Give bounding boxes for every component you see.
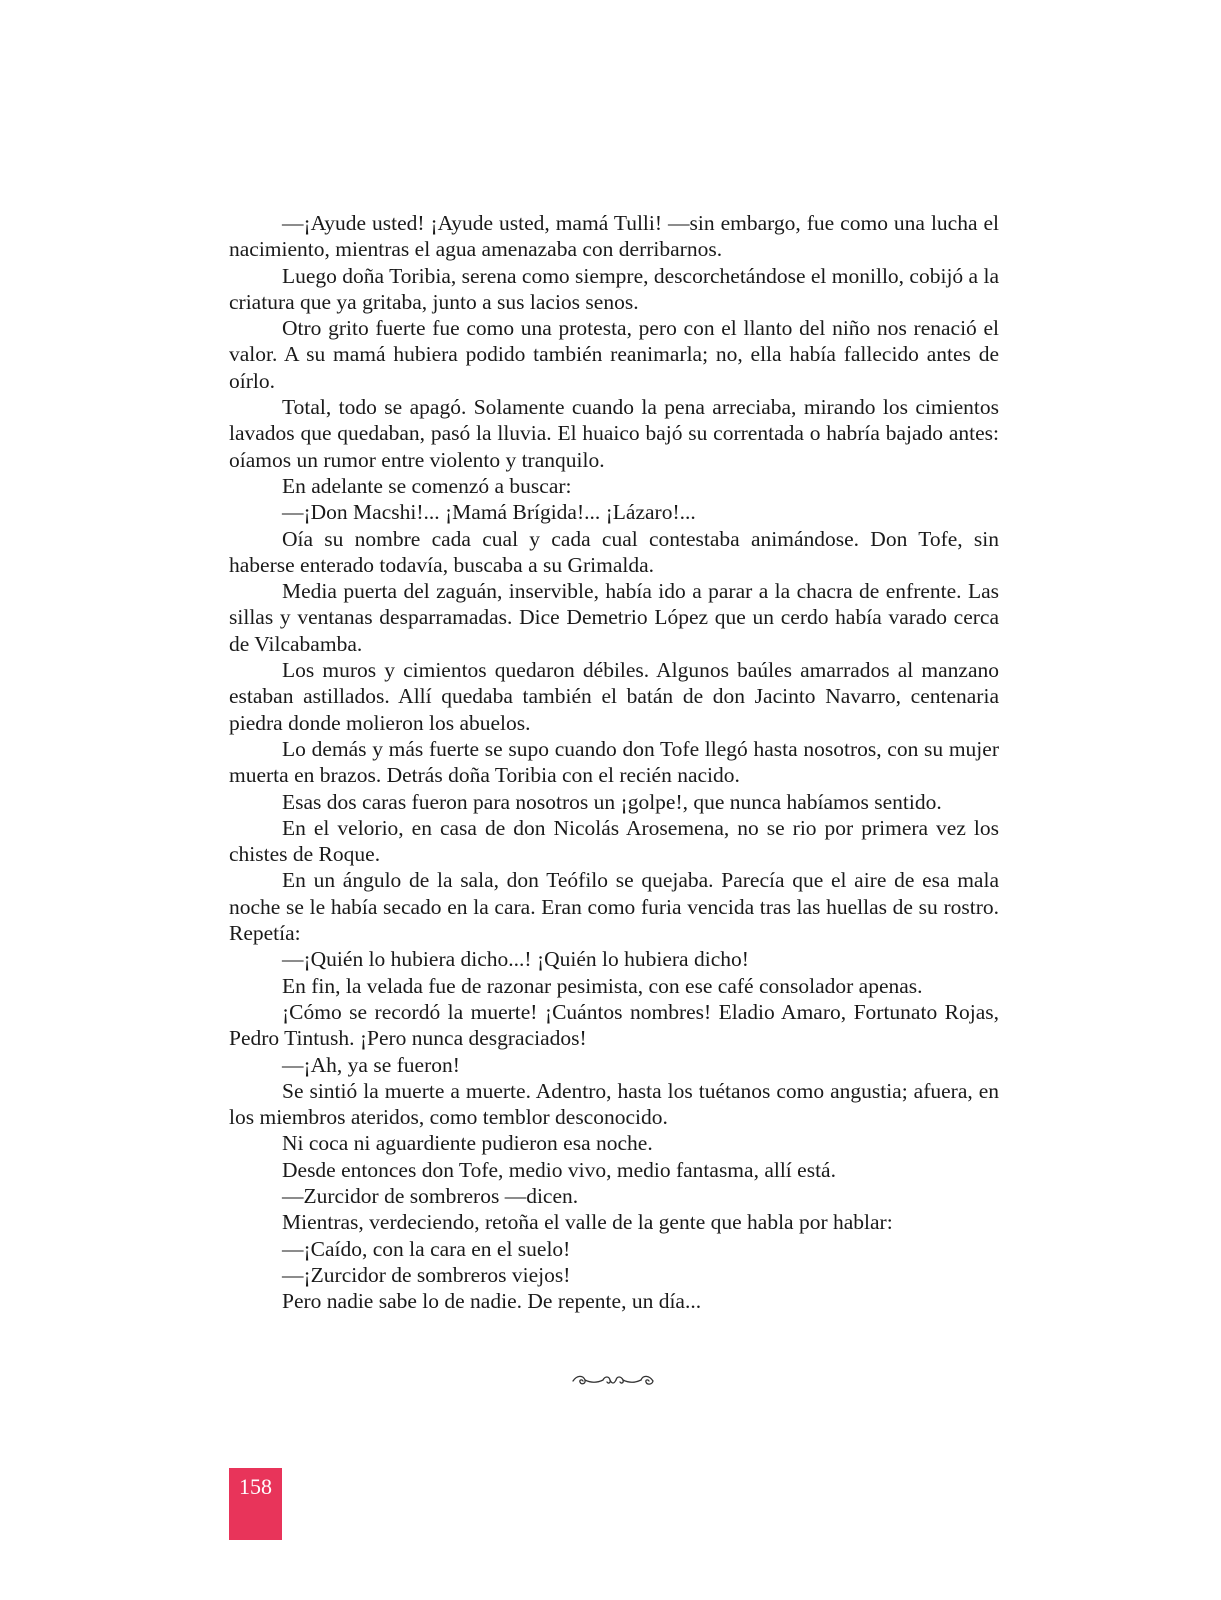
paragraph: Mientras, verdeciendo, retoña el valle de la gente que habla por hablar: bbox=[282, 1210, 893, 1235]
paragraph: —¡Don Macshi!... ¡Mamá Brígida!... ¡Lázaro!... bbox=[282, 500, 696, 525]
paragraph: —¡Quién lo hubiera dicho...! ¡Quién lo hubiera dicho! bbox=[282, 947, 749, 972]
paragraph: Desde entonces don Tofe, medio vivo, medio fantasma, allí está. bbox=[282, 1157, 836, 1182]
paragraph: En un ángulo de la sala, don Teófilo se quejaba. Parecía que el aire de esa mala noche se le había secado en la cara. Eran como furia vencida tras las huellas de su rostro. Repetía: bbox=[229, 868, 999, 946]
paragraph: En fin, la velada fue de razonar pesimista, con ese café consolador apenas. bbox=[282, 973, 923, 998]
paragraph: Los muros y cimientos quedaron débiles. Algunos baúles amarrados al manzano estaban astillados. Allí quedaba también el batán de don Jacinto Navarro, centenaria piedra donde molieron los abuelos. bbox=[229, 658, 999, 735]
paragraph: Oía su nombre cada cual y cada cual contestaba animándose. Don Tofe, sin haberse enterado todavía, buscaba a su Grimalda. bbox=[229, 526, 999, 577]
paragraph: En el velorio, en casa de don Nicolás Arosemena, no se rio por primera vez los chistes de Roque. bbox=[229, 815, 999, 867]
paragraph: En adelante se comenzó a buscar: bbox=[282, 473, 572, 498]
scroll-ornament-icon bbox=[571, 1372, 655, 1390]
paragraph: Se sintió la muerte a muerte. Adentro, hasta los tuétanos como angustia; afuera, en los miembros ateridos, como temblor desconocido. bbox=[229, 1078, 999, 1130]
page-number-tab bbox=[229, 1468, 282, 1540]
paragraph: ¡Cómo se recordó la muerte! ¡Cuántos nombres! Eladio Amaro, Fortunato Rojas, Pedro Tintush. ¡Pero nunca desgraciados! bbox=[229, 999, 999, 1051]
paragraph: Pero nadie sabe lo de nadie. De repente, un día... bbox=[282, 1289, 702, 1314]
paragraph: Media puerta del zaguán, inservible, había ido a parar a la chacra de enfrente. Las sillas y ventanas desparramadas. Dice Demetrio López que un cerdo había varado cerca de Vilcabamba. bbox=[229, 579, 999, 656]
paragraph: Luego doña Toribia, serena como siempre, descorchetándose el monillo, cobijó a la criatura que ya gritaba, junto a sus lacios senos. bbox=[229, 263, 999, 314]
paragraph: Otro grito fuerte fue como una protesta, pero con el llanto del niño nos renació el valor. A su mamá hubiera podido también reanimarla; no, ella había fallecido antes de oírlo. bbox=[229, 316, 999, 393]
paragraph: —¡Ah, ya se fueron! bbox=[282, 1052, 460, 1077]
paragraph: —Zurcidor de sombreros —dicen. bbox=[282, 1183, 579, 1208]
paragraph: Total, todo se apagó. Solamente cuando la pena arreciaba, mirando los cimientos lavados que quedaban, pasó la lluvia. El huaico bajó su correntada o habría bajado antes: oíamos un rumor entre violento y tranquilo. bbox=[229, 395, 999, 472]
body-text bbox=[229, 210, 999, 1314]
paragraph: —¡Caído, con la cara en el suelo! bbox=[282, 1236, 571, 1261]
paragraph: Lo demás y más fuerte se supo cuando don Tofe llegó hasta nosotros, con su mujer muerta en brazos. Detrás doña Toribia con el recién nacido. bbox=[229, 736, 999, 788]
paragraph: —¡Zurcidor de sombreros viejos! bbox=[282, 1262, 571, 1287]
paragraph: Ni coca ni aguardiente pudieron esa noche. bbox=[282, 1131, 653, 1156]
paragraph: —¡Ayude usted! ¡Ayude usted, mamá Tulli! —sin embargo, fue como una lucha el nacimiento, mientras el agua amenazaba con derribarnos. bbox=[229, 211, 999, 262]
page-number: 158 bbox=[239, 1474, 272, 1499]
paragraph: Esas dos caras fueron para nosotros un ¡golpe!, que nunca habíamos sentido. bbox=[282, 789, 942, 814]
